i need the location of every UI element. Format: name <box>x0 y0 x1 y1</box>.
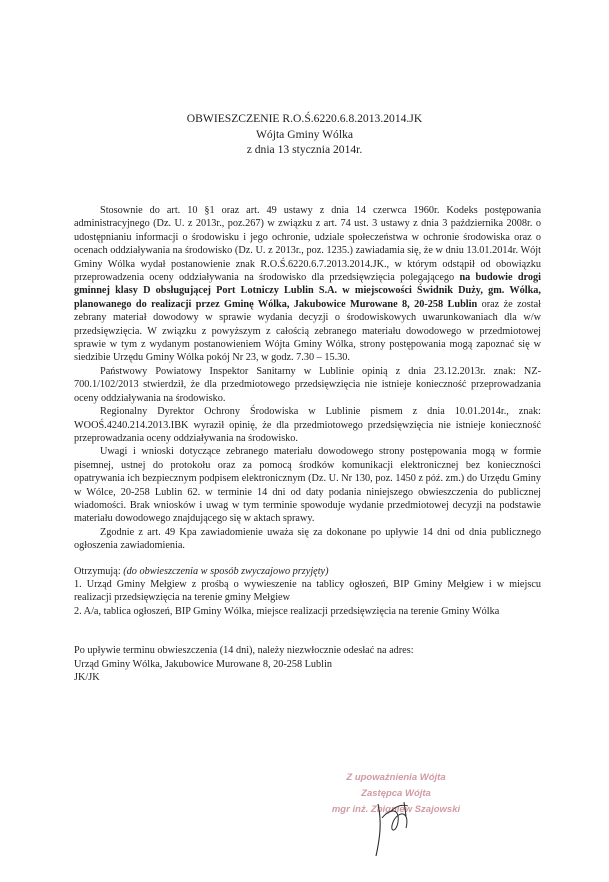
paragraph-notice <box>74 204 541 365</box>
stamp-line-2: Zastępca Wójta <box>361 788 431 799</box>
footer-address: Urząd Gminy Wólka, Jakubowice Murowane 8, 20-258 Lublin <box>74 658 332 670</box>
footer-block <box>74 644 541 684</box>
recipient-item-2: 2. A/a, tablica ogłoszeń, BIP Gminy Wólka, miejsce realizacji przedsięwzięcia na terenie Gminy Wólka <box>74 605 500 617</box>
document-title: OBWIESZCZENIE R.O.Ś.6220.6.8.2013.2014.JK <box>186 112 423 125</box>
footer-initials: JK/JK <box>74 672 100 683</box>
paragraph-comments: Uwagi i wnioski dotyczące zebranego materiału dowodowego strony postępowania mogą w formie pisemnej, ustnej do protokołu oraz za pomocą środków komunikacji elektronicznej bez konieczności opatrywania ich bezpiecznym podpisem elektronicznym (Dz. U. Nr 130, poz. 1450 z póź. zm.) do Urzędu Gminy w Wólce, 20-258 Lublin 62. w terminie 14 dni od daty podania niniejszego obwieszczenia do publicznej wiadomości. Brak wniosków i uwag w tym terminie spowoduje wydanie przedmiotowej decyzji na podstawie materiału dowodowego znajdującego się w aktach sprawy. <box>74 446 541 525</box>
stamp-line-1: Z upoważnienia Wójta <box>346 772 446 783</box>
paragraph-notice-text-c: oraz że został zebrany materiał dowodowy w sprawie wydania decyzji o środowiskowych uwarunkowaniach dla w/w przedsięwzięcia. W związku z powyższym z całością zebranego materiału dowodowego w przedmiotowej sprawie w tym z wydanym postanowieniem Wójta Gminy Wólka, strony postępowania mogą zapoznać się w siedzibie Urzędu Gminy Wólka pokój Nr 23, w godz. 7.30 – 15.30. <box>74 298 541 364</box>
paragraph-sanitary-opinion: Państwowy Powiatowy Inspektor Sanitarny w Lublinie opinią z dnia 23.12.2013r. znak: NZ-700.1/102/2013 stwierdził, że dla przedmiotowego przedsięwzięcia nie istnieje konieczność przeprowadzania oceny oddziaływania na środowisko. <box>74 365 541 404</box>
document-body <box>74 204 541 684</box>
stamp-line-3: mgr inż. Zbigniew Szajowski <box>331 804 461 815</box>
recipients-block <box>74 565 541 619</box>
recipients-note: (do obwieszczenia w sposób zwyczajowo przyjęty) <box>123 565 329 577</box>
paragraph-notice-text-a: Stosownie do art. 10 §1 oraz art. 49 ustawy z dnia 14 czerwca 1960r. Kodeks postępowania administracyjnego (Dz. U. z 2013r., poz.267) w związku z art. 74 ust. 3 ustawy z dnia 3 października 2008r. o udostępnianiu informacji o środowisku i jego ochronie, udziale społeczeństwa w ochronie środowiska oraz o ocenach oddziaływania na środowisko (Dz. U. z 2013r., poz. 1235.) zawiadamia się, że w dniu 13.01.2014r. Wójt Gminy Wólka wydał postanowienie znak R.O.Ś.6220.6.7.2013.2014.JK., w którym odstąpił od obowiązku przeprowadzenia oceny oddziaływania na środowisko dla przedsięwzięcia polegającego <box>74 205 541 284</box>
paragraph-rdos-opinion: Regionalny Dyrektor Ochrony Środowiska w Lublinie pismem z dnia 10.01.2014r., znak: WOOŚ.4240.214.2013.IBK wyraził opinię, że dla przedmiotowego przedsięwzięcia nie istnieje konieczność przeprowadzania oceny oddziaływania na środowisko. <box>74 406 541 444</box>
handwritten-signature <box>360 782 440 862</box>
issuer: Wójta Gminy Wólka <box>255 127 354 141</box>
project-description: na budowie drogi gminnej klasy D obsługującej Port Lotniczy Lublin S.A. w miejscowości Świdnik Duży, gm. Wólka, planowanego do realizacji przez Gminę Wólka, Jakubowice Murowane 8, 20-258 Lublin <box>74 272 542 310</box>
recipients-label: Otrzymują: <box>74 565 124 577</box>
recipient-item-1: 1. Urząd Gminy Mełgiew z prośbą o wywieszenie na tablicy ogłoszeń, BIP Gminy Mełgiew i w miejscu realizacji przedsięwzięcia na terenie gminy Mełgiew <box>74 578 541 604</box>
document-header <box>0 111 609 158</box>
footer-line-1: Po upływie terminu obwieszczenia (14 dni), należy niezwłocznie odesłać na adres: <box>74 645 414 657</box>
paragraph-kpa: Zgodnie z art. 49 Kpa zawiadomienie uważa się za dokonane po upływie 14 dni od dnia publicznego ogłoszenia zawiadomienia. <box>74 526 541 552</box>
issue-date: z dnia 13 stycznia 2014r. <box>246 143 363 156</box>
